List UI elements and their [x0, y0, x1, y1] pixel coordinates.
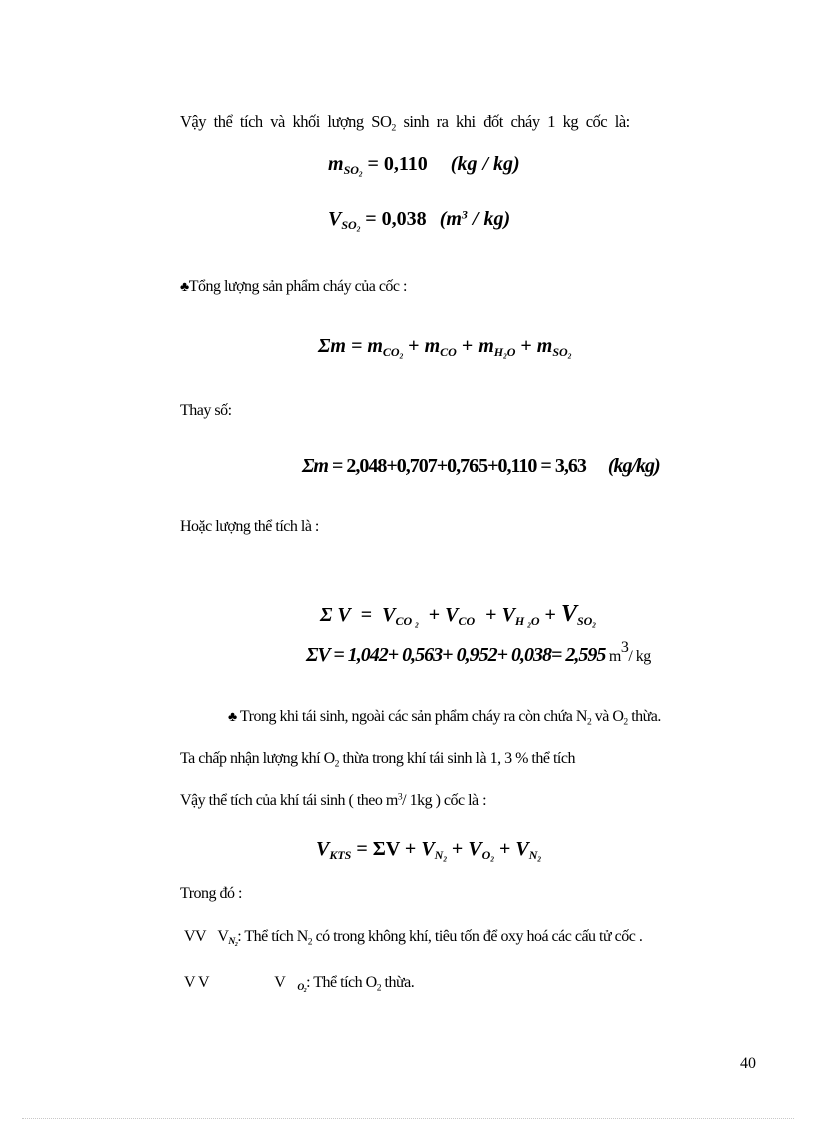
eq7-eq: = ΣV +: [351, 838, 422, 860]
definition-o2: [184, 974, 415, 995]
def2-sym: V: [274, 974, 286, 991]
eq3-t4: m: [536, 335, 553, 357]
equation-total-volume: [310, 578, 596, 628]
volume-sup: 3: [397, 791, 403, 803]
eq3-t3-sub-a: H: [493, 345, 504, 360]
eq5-plus3: +: [539, 604, 561, 626]
accept-sub: 2: [334, 758, 339, 770]
eq2-value: = 0,038: [360, 208, 427, 230]
eq3-t4-subsub: 2: [567, 352, 572, 361]
eq7-t2: V: [468, 838, 482, 860]
eq4-lhs: Σm: [302, 455, 328, 477]
eq5-t1-sub: CO: [395, 614, 413, 629]
regen-sub1: 2: [586, 716, 592, 728]
eq7-t1: V: [421, 838, 435, 860]
eq3-t2-sub: CO: [440, 345, 457, 360]
club-icon-2: ♣: [228, 710, 237, 725]
eq3-plus1: +: [403, 335, 425, 357]
eq5-lhs: Σ V: [320, 604, 351, 626]
eq6-body: = 1,042+ 0,563+ 0,952+ 0,038= 2,595: [329, 644, 606, 666]
equation-volume-so2: [328, 207, 511, 234]
eq7-plus2: +: [493, 838, 516, 860]
intro-line: [180, 112, 630, 132]
eq3-plus3: +: [515, 335, 537, 357]
eq3-t1-subsub: 2: [399, 352, 404, 361]
equation-total-mass-value: [302, 455, 660, 478]
definition-n2: [184, 928, 643, 949]
eq7-lhs: V: [316, 838, 330, 860]
eq5-t1-subsub: 2: [415, 621, 419, 630]
eq2-unit-pre: (m: [439, 208, 462, 230]
eq3-t3-sub-c: O: [506, 345, 516, 360]
volume-pre: Vậy thể tích của khí tái sinh ( theo m: [180, 792, 398, 809]
equation-total-volume-value: [306, 639, 651, 667]
where-label: Trong đó :: [180, 885, 242, 902]
def1-sym: V: [217, 928, 229, 945]
eq4-body: = 2,048+0,707+0,765+0,110 = 3,63: [327, 455, 586, 477]
def1-marker: VV: [184, 928, 206, 945]
eq7-t3-subsub: 2: [537, 855, 541, 864]
accept-post: thừa trong khí tái sinh là 1, 3 % thể tích: [338, 750, 575, 767]
substitute-label: Thay số:: [180, 402, 232, 419]
eq7-t1-subsub: 2: [443, 855, 447, 864]
equation-regen-gas-volume: [316, 838, 541, 864]
eq5-t2-sub: CO: [458, 614, 476, 629]
eq1-lhs: m: [328, 153, 344, 175]
intro-text-post: sinh ra khi đốt cháy 1 kg cốc là:: [395, 112, 630, 131]
eq1-subsub: 2: [358, 170, 363, 179]
eq6-unit-pre: m: [605, 648, 621, 665]
eq3-t4-sub: SO: [552, 345, 568, 360]
eq2-lhs: V: [328, 208, 342, 230]
paragraph-regeneration: [228, 708, 661, 726]
products-heading: [180, 278, 407, 296]
eq4-unit: (kg/kg): [607, 455, 660, 477]
regen-sub2: 2: [623, 716, 628, 728]
def1-post: có trong không khí, tiêu tốn để oxy hoá các cấu tử cốc .: [312, 928, 643, 945]
regen-mid: và O: [591, 708, 624, 725]
eq5-t4: V: [560, 601, 577, 627]
eq5-t4-sub: SO: [576, 614, 593, 629]
def2-sym-subsub: 2: [303, 988, 307, 995]
eq5-plus1: +: [418, 604, 446, 626]
def1-sym-subsub: 2: [234, 942, 238, 949]
def2-marker: V V: [184, 974, 209, 991]
volume-label: Hoặc lượng thể tích là :: [180, 518, 319, 535]
eq5-t3-sub-b: 2: [527, 621, 531, 630]
eq5-t4-subsub: 2: [592, 621, 596, 630]
regen-pre: Trong khi tái sinh, ngoài các sản phẩm cháy ra còn chứa N: [236, 708, 587, 725]
paragraph-accept: [180, 750, 575, 768]
eq7-t3-sub: N: [528, 848, 538, 863]
eq1-value: = 0,110: [362, 153, 428, 175]
eq5-t3: V: [501, 604, 515, 626]
footer-divider: [22, 1118, 794, 1119]
eq3-t3: m: [478, 335, 494, 357]
intro-text-pre: Vậy thể tích và khối lượng SO: [180, 112, 392, 131]
eq3-t1: m: [367, 335, 383, 357]
regen-post: thừa.: [627, 708, 661, 725]
eq3-plus2: +: [456, 335, 479, 357]
eq5-plus2: +: [475, 604, 502, 626]
eq1-sub: SO: [343, 163, 359, 178]
def2-sym-sub: O: [297, 982, 304, 994]
eq3-lhs: Σm =: [318, 335, 368, 357]
eq2-subsub: 2: [356, 225, 361, 234]
eq7-lhs-sub: KTS: [329, 848, 352, 863]
eq5-t1: V: [382, 604, 396, 626]
def1-sub: 2: [307, 936, 313, 948]
def1-pre: : Thể tích N: [237, 928, 308, 945]
eq3-t1-sub: CO: [382, 345, 400, 360]
eq6-unit-post: / kg: [628, 648, 651, 665]
eq7-plus1: +: [446, 838, 469, 860]
intro-sub: 2: [391, 122, 396, 134]
eq2-unit-sup: 3: [461, 207, 468, 222]
accept-pre: Ta chấp nhận lượng khí O: [180, 750, 335, 767]
page-number: 40: [740, 1055, 756, 1072]
eq7-t2-sub: O: [481, 848, 491, 863]
eq3-t2: m: [424, 335, 441, 357]
eq5-eq: =: [350, 604, 383, 626]
eq1-unit: (kg / kg): [450, 153, 520, 175]
paragraph-regen-volume: [180, 792, 486, 810]
eq5-t2: V: [445, 604, 459, 626]
equation-mass-so2: [328, 153, 520, 179]
def2-sub: 2: [376, 982, 381, 994]
eq5-t3-sub-c: O: [530, 614, 540, 629]
eq2-sub: SO: [341, 218, 357, 233]
eq2-unit-post: / kg): [467, 208, 511, 230]
products-heading-text: Tổng lượng sản phẩm cháy của cốc :: [188, 278, 407, 295]
def1-sym-sub: N: [228, 936, 235, 948]
volume-post: / 1kg ) cốc là :: [402, 792, 487, 809]
def2-pre: : Thể tích O: [306, 974, 377, 991]
eq6-unit-sup: 3: [620, 639, 629, 657]
club-icon: ♣: [180, 280, 189, 295]
eq6-lhs: ΣV: [306, 644, 330, 666]
def2-post: thừa.: [381, 974, 415, 991]
eq7-t1-sub: N: [434, 848, 444, 863]
equation-total-mass: [318, 335, 572, 361]
eq7-t3: V: [515, 838, 529, 860]
eq3-t3-sub-b: 2: [503, 352, 507, 361]
eq7-t2-subsub: 2: [490, 855, 494, 864]
eq5-t3-sub-a: H: [514, 614, 525, 629]
